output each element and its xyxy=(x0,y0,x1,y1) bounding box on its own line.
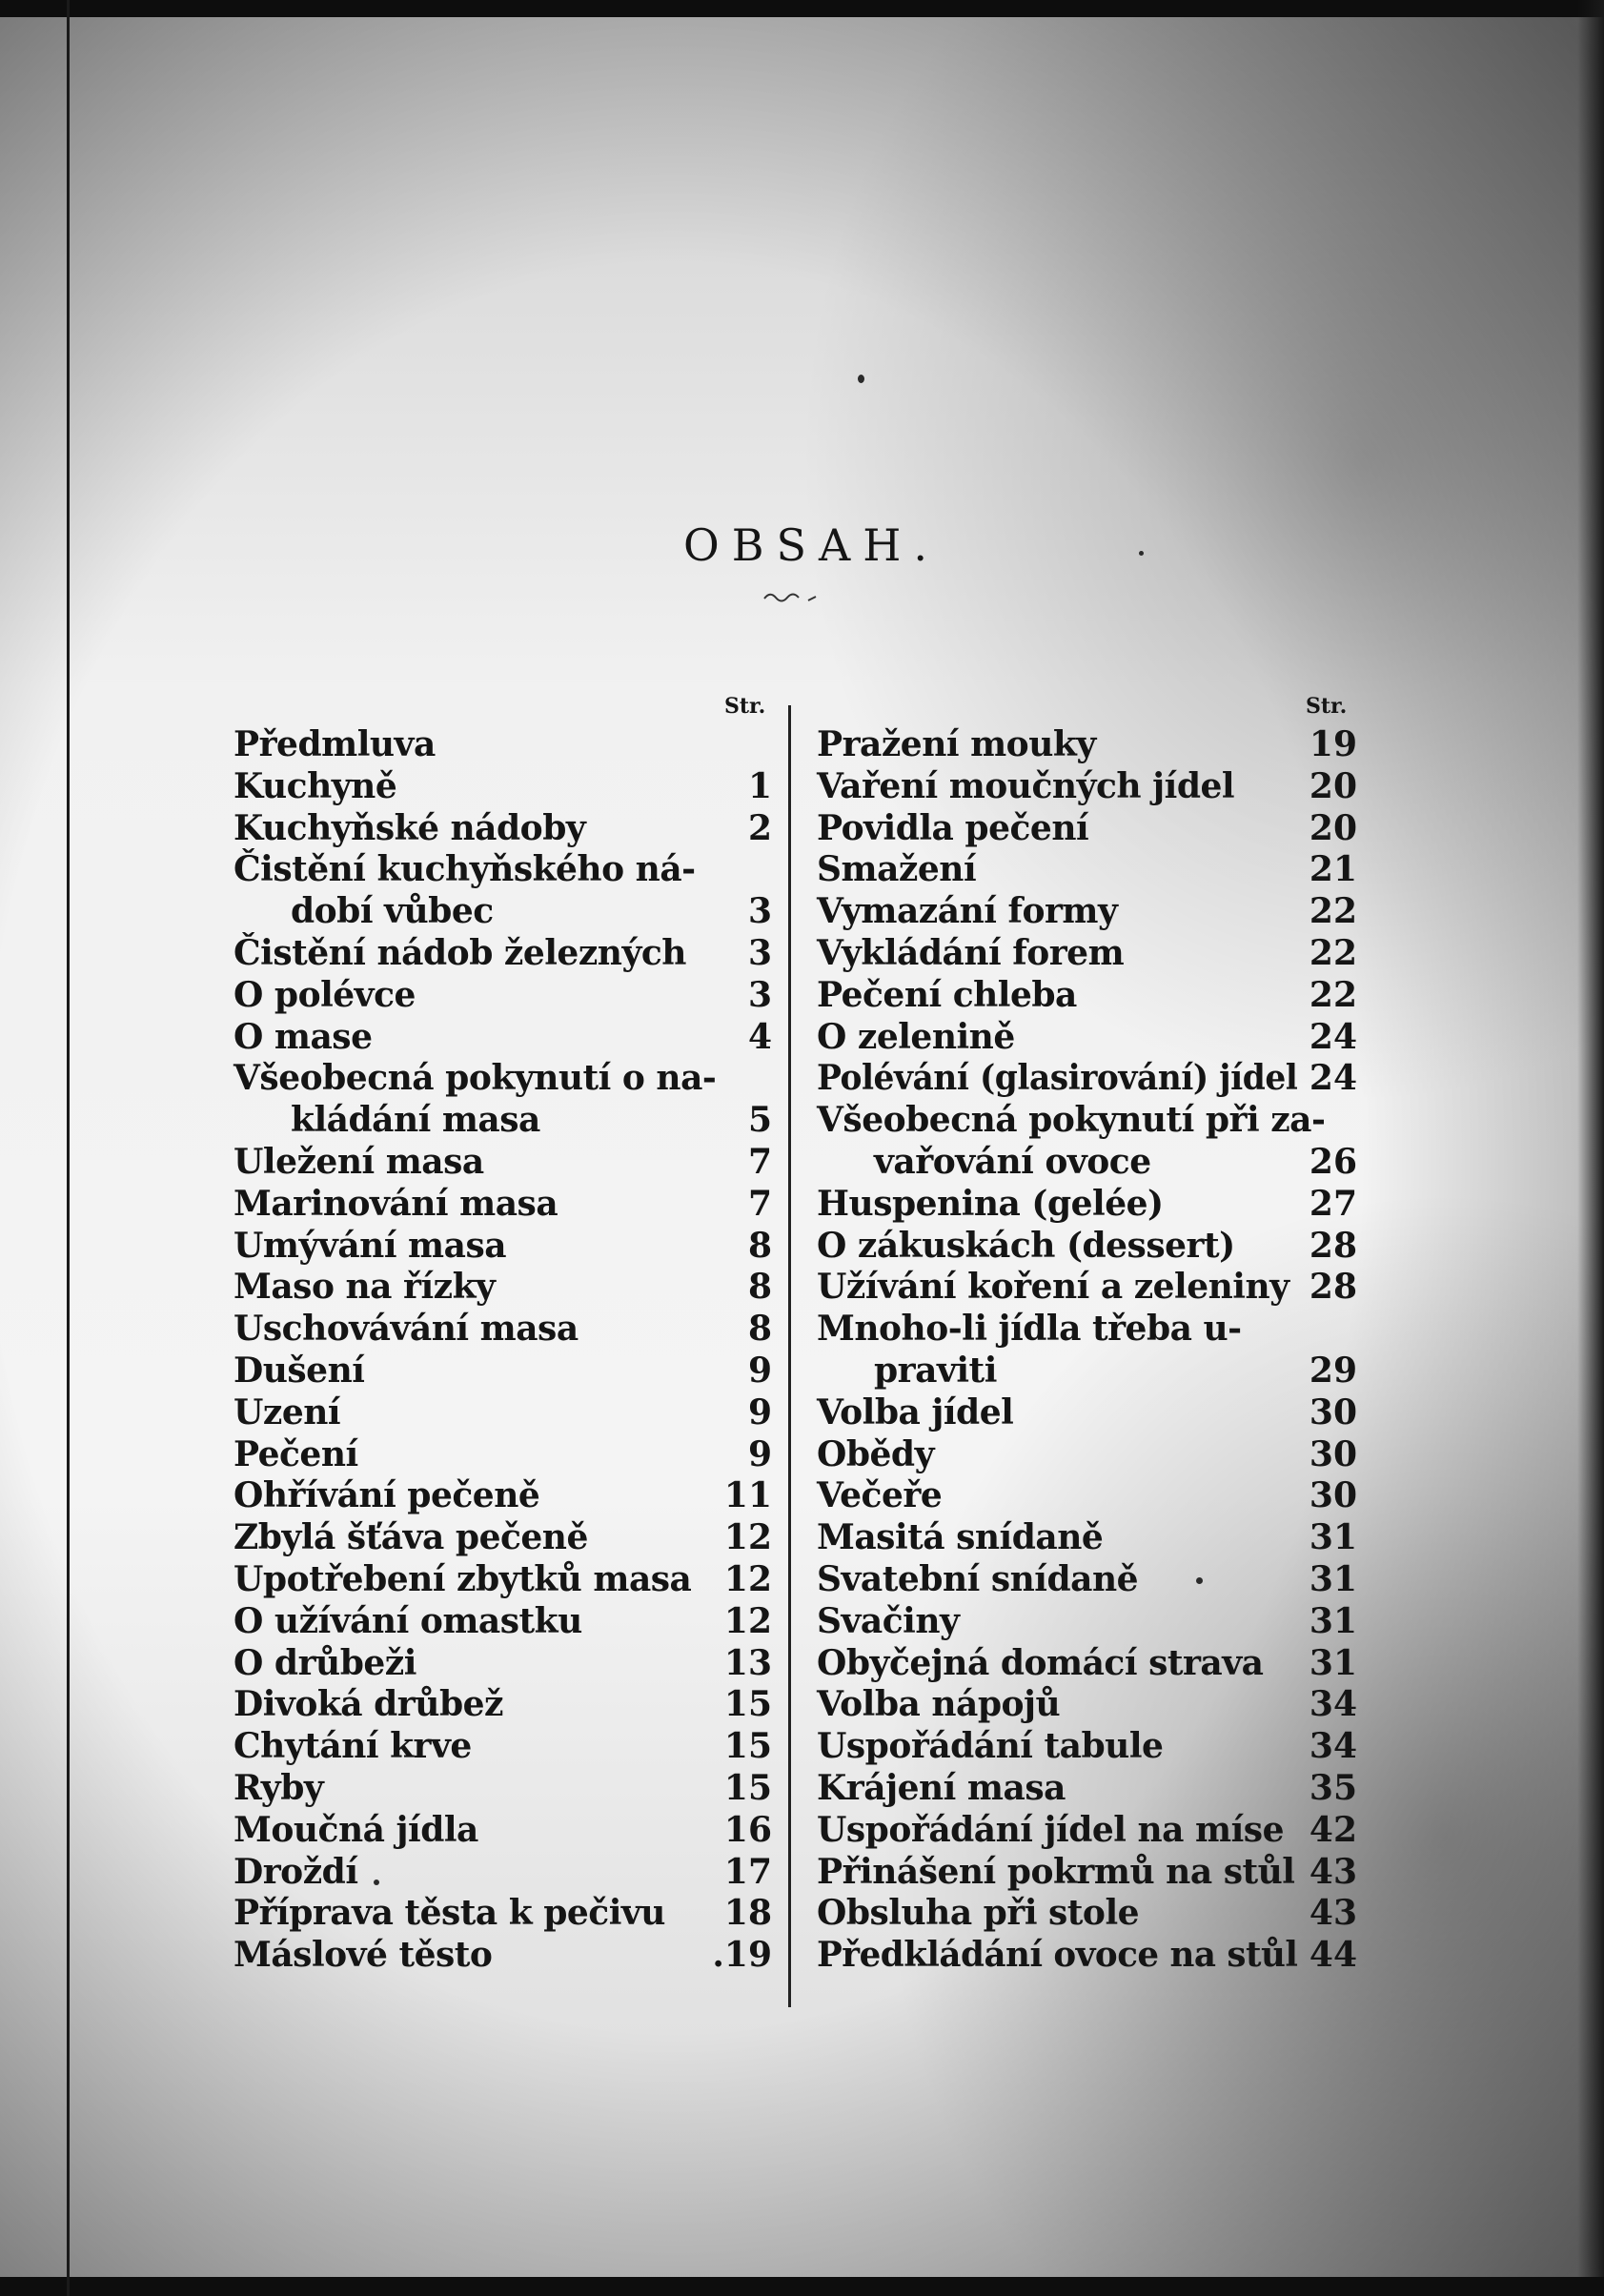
scan-top-border xyxy=(0,0,1604,17)
toc-entry xyxy=(817,724,1357,766)
toc-entry-title: Huspenina (gelée) xyxy=(817,1183,1164,1224)
toc-entry xyxy=(233,1517,772,1559)
toc-entry-page: 30 xyxy=(1309,1433,1357,1474)
toc-entry xyxy=(233,933,772,975)
toc-entry xyxy=(233,1768,772,1810)
toc-entry-title: Marinování masa xyxy=(233,1183,558,1224)
toc-entry-title: Volba jídel xyxy=(817,1392,1014,1432)
toc-entry xyxy=(233,1643,772,1685)
toc-entry-page: 4 xyxy=(747,1016,772,1057)
toc-entry-title: Chytání krve xyxy=(233,1726,472,1767)
toc-entry-title: Uspořádání jídel na míse xyxy=(817,1809,1284,1850)
toc-entry-title: Droždí xyxy=(233,1851,358,1892)
toc-entry-title: vařování ovoce xyxy=(874,1141,1151,1182)
toc-entry-page: 8 xyxy=(747,1267,772,1308)
toc-entry xyxy=(233,766,772,808)
toc-entry-page: 43 xyxy=(1309,1893,1357,1934)
toc-entry-page: 27 xyxy=(1309,1183,1357,1224)
toc-entry-title: Ryby xyxy=(233,1767,324,1808)
toc-entry-title: Všeobecná pokynutí při za- xyxy=(817,1100,1326,1141)
toc-entry-page: 24 xyxy=(1309,1058,1357,1099)
toc-entry-page: 16 xyxy=(723,1809,772,1850)
toc-entry-page: 20 xyxy=(1309,765,1357,806)
toc-entry-page: 31 xyxy=(1309,1558,1357,1599)
toc-entry-page: 29 xyxy=(1309,1350,1357,1391)
toc-entry-title: kládání masa xyxy=(291,1100,540,1141)
toc-entry-page: 9 xyxy=(747,1392,772,1432)
toc-entry-title: Upotřebení zbytků masa xyxy=(233,1558,692,1599)
toc-entry-title: Kuchyňské nádoby xyxy=(233,807,586,848)
toc-entry-title: Krájení masa xyxy=(817,1767,1066,1808)
toc-entry-page: 15 xyxy=(723,1726,772,1767)
toc-entry-page: 31 xyxy=(1309,1600,1357,1641)
toc-entry xyxy=(233,1351,772,1392)
toc-entry-page: 8 xyxy=(747,1309,772,1350)
toc-entry-page: 20 xyxy=(1309,807,1357,848)
toc-entry-page: 9 xyxy=(747,1350,772,1391)
scan-speck xyxy=(1196,1577,1203,1584)
toc-entry-title: Užívání koření a zeleniny xyxy=(817,1267,1289,1308)
scan-bottom-border xyxy=(0,2277,1604,2296)
toc-entry-title: Svačiny xyxy=(817,1600,960,1641)
toc-entry-title: Smažení xyxy=(817,849,977,890)
toc-entry-title: Uzení xyxy=(233,1392,341,1432)
toc-left-column xyxy=(233,724,772,1977)
toc-entry-page: 13 xyxy=(723,1642,772,1683)
toc-entry-page: 31 xyxy=(1309,1642,1357,1683)
toc-entry xyxy=(817,1434,1357,1476)
toc-entry xyxy=(817,1935,1357,1977)
toc-entry xyxy=(817,1684,1357,1726)
toc-entry-title: Všeobecná pokynutí o na- xyxy=(233,1058,717,1099)
toc-entry-title: Volba nápojů xyxy=(817,1684,1061,1725)
toc-entry-page: 34 xyxy=(1309,1726,1357,1767)
toc-entry-page: 17 xyxy=(723,1851,772,1892)
toc-entry-title: Dušení xyxy=(233,1350,365,1391)
toc-entry-page: 42 xyxy=(1309,1809,1357,1850)
toc-entry-page: 8 xyxy=(747,1225,772,1266)
toc-entry xyxy=(233,891,772,933)
toc-entry xyxy=(233,1852,772,1894)
toc-entry-page: 3 xyxy=(747,891,772,932)
toc-entry-page: 15 xyxy=(723,1684,772,1725)
toc-entry xyxy=(233,1434,772,1476)
toc-entry-title: Předkládání ovoce na stůl xyxy=(817,1935,1298,1976)
toc-entry xyxy=(233,1017,772,1059)
toc-entry xyxy=(233,1893,772,1935)
toc-entry-title: dobí vůbec xyxy=(291,891,494,932)
toc-entry xyxy=(817,1184,1357,1226)
toc-entry xyxy=(817,1852,1357,1894)
toc-entry-title: O mase xyxy=(233,1016,373,1057)
toc-entry-title: Ohřívání pečeně xyxy=(233,1475,540,1516)
toc-entry-title: Polévání (glasirování) jídel xyxy=(817,1058,1298,1099)
toc-entry-page: 2 xyxy=(747,807,772,848)
toc-entry xyxy=(817,1351,1357,1392)
toc-entry xyxy=(233,1392,772,1434)
toc-entry xyxy=(817,1309,1357,1351)
toc-entry xyxy=(817,1601,1357,1643)
toc-entry-page: 30 xyxy=(1309,1475,1357,1516)
toc-entry xyxy=(817,1810,1357,1852)
toc-entry-page: 3 xyxy=(747,974,772,1015)
toc-entry xyxy=(817,891,1357,933)
scan-speck xyxy=(858,375,864,383)
toc-entry xyxy=(817,1643,1357,1685)
toc-entry xyxy=(233,1601,772,1643)
toc-entry-page: 12 xyxy=(723,1517,772,1558)
toc-entry xyxy=(817,1559,1357,1601)
toc-entry-title: Předmluva xyxy=(233,724,436,764)
toc-entry-title: Čistění kuchyňského ná- xyxy=(233,849,696,890)
page-header-right: Str. xyxy=(1306,694,1348,719)
toc-entry-title: Divoká drůbež xyxy=(233,1684,503,1725)
toc-entry xyxy=(233,1058,772,1100)
toc-entry-title: O zákuskách (dessert) xyxy=(817,1225,1235,1266)
toc-entry-title: Příprava těsta k pečivu xyxy=(233,1893,665,1934)
toc-entry-title: Masitá snídaně xyxy=(817,1517,1104,1558)
toc-entry-title: Maso na řízky xyxy=(233,1267,496,1308)
toc-entry-title: Moučná jídla xyxy=(233,1809,478,1850)
toc-entry-page: 19 xyxy=(1309,724,1357,764)
toc-entry-page: 7 xyxy=(747,1183,772,1224)
toc-entry-page: 30 xyxy=(1309,1392,1357,1432)
toc-entry-title: Pečení xyxy=(233,1433,358,1474)
toc-entry-title: praviti xyxy=(874,1350,997,1391)
toc-entry-page: .19 xyxy=(712,1935,772,1976)
toc-entry xyxy=(233,1309,772,1351)
toc-entry xyxy=(817,975,1357,1017)
toc-entry-page: 15 xyxy=(723,1767,772,1808)
toc-entry-title: Pečení chleba xyxy=(817,974,1077,1015)
toc-entry xyxy=(817,1726,1357,1768)
toc-entry-title: O polévce xyxy=(233,974,416,1015)
column-divider xyxy=(788,705,791,2007)
page-header-left: Str. xyxy=(724,694,766,719)
toc-entry xyxy=(233,1810,772,1852)
toc-entry-title: Čistění nádob železných xyxy=(233,932,686,973)
toc-entry-page: 43 xyxy=(1309,1851,1357,1892)
toc-entry xyxy=(233,975,772,1017)
toc-entry xyxy=(233,724,772,766)
toc-entry-page: 7 xyxy=(747,1141,772,1182)
toc-entry xyxy=(233,1267,772,1309)
toc-entry-title: Vaření moučných jídel xyxy=(817,765,1235,806)
toc-entry xyxy=(817,1100,1357,1142)
toc-entry-page: 5 xyxy=(747,1100,772,1141)
toc-entry xyxy=(233,1226,772,1268)
toc-entry-title: Uležení masa xyxy=(233,1141,484,1182)
toc-entry-title: Povidla pečení xyxy=(817,807,1089,848)
toc-entry-title: O drůbeži xyxy=(233,1642,416,1683)
toc-entry-title: Zbylá šťáva pečeně xyxy=(233,1517,588,1558)
binding-edge-line xyxy=(67,0,70,2296)
toc-entry xyxy=(233,1559,772,1601)
toc-entry xyxy=(817,1517,1357,1559)
toc-entry-title: Obyčejná domácí strava xyxy=(817,1642,1264,1683)
toc-entry-page: 35 xyxy=(1309,1767,1357,1808)
toc-entry xyxy=(817,1768,1357,1810)
toc-entry xyxy=(817,1058,1357,1100)
toc-entry-page: 1 xyxy=(747,765,772,806)
toc-entry xyxy=(233,1684,772,1726)
toc-entry-title: O zelenině xyxy=(817,1016,1015,1057)
toc-entry-page: 9 xyxy=(747,1433,772,1474)
toc-entry-title: Svatební snídaně xyxy=(817,1558,1139,1599)
toc-entry xyxy=(233,1726,772,1768)
toc-entry-page: 31 xyxy=(1309,1517,1357,1558)
toc-entry-title: Obsluha při stole xyxy=(817,1893,1140,1934)
toc-entry-title: Pražení mouky xyxy=(817,724,1096,764)
toc-entry-title: Přinášení pokrmů na stůl xyxy=(817,1851,1295,1892)
toc-entry-page: 26 xyxy=(1309,1141,1357,1182)
toc-entry-page: 44 xyxy=(1309,1935,1357,1976)
toc-right-column xyxy=(817,724,1357,1977)
toc-entry xyxy=(817,1142,1357,1184)
toc-entry xyxy=(233,1142,772,1184)
toc-entry-title: Vykládání forem xyxy=(817,932,1125,973)
toc-entry-page: 22 xyxy=(1309,974,1357,1015)
toc-entry xyxy=(817,808,1357,850)
toc-entry xyxy=(817,1017,1357,1059)
toc-entry-title: Uschovávání masa xyxy=(233,1309,579,1350)
toc-entry-page: 28 xyxy=(1309,1225,1357,1266)
toc-entry xyxy=(817,1392,1357,1434)
toc-entry xyxy=(233,849,772,891)
toc-entry-title: Kuchyně xyxy=(233,765,397,806)
toc-entry-page: 12 xyxy=(723,1600,772,1641)
toc-entry xyxy=(817,766,1357,808)
toc-entry-title: Umývání masa xyxy=(233,1225,507,1266)
toc-entry-page: 24 xyxy=(1309,1016,1357,1057)
toc-entry-page: 28 xyxy=(1309,1267,1357,1308)
toc-entry-title: O užívání omastku xyxy=(233,1600,582,1641)
toc-entry xyxy=(817,1475,1357,1517)
toc-entry-title: Obědy xyxy=(817,1433,935,1474)
toc-entry-page: 12 xyxy=(723,1558,772,1599)
toc-entry xyxy=(233,1935,772,1977)
toc-entry xyxy=(817,849,1357,891)
toc-entry xyxy=(233,1100,772,1142)
toc-entry xyxy=(817,1893,1357,1935)
toc-entry-page: 3 xyxy=(747,932,772,973)
scan-right-shadow xyxy=(1577,0,1604,2296)
scan-speck xyxy=(1139,551,1144,556)
toc-entry-page: 22 xyxy=(1309,891,1357,932)
toc-entry xyxy=(817,1267,1357,1309)
scan-speck xyxy=(374,1879,379,1885)
toc-entry-page: 21 xyxy=(1309,849,1357,890)
toc-entry-title: Mnoho-li jídla třeba u- xyxy=(817,1309,1242,1350)
title-ornament xyxy=(762,589,820,604)
toc-entry-title: Uspořádání tabule xyxy=(817,1726,1164,1767)
toc-entry xyxy=(233,808,772,850)
page-title: OBSAH. xyxy=(683,519,940,571)
toc-entry-page: 22 xyxy=(1309,932,1357,973)
toc-entry-title: Vymazání formy xyxy=(817,891,1118,932)
toc-entry-title: Večeře xyxy=(817,1475,943,1516)
toc-entry xyxy=(233,1475,772,1517)
toc-entry-title: Máslové těsto xyxy=(233,1935,493,1976)
toc-entry-page: 34 xyxy=(1309,1684,1357,1725)
toc-entry xyxy=(817,1226,1357,1268)
toc-entry-page: 18 xyxy=(723,1893,772,1934)
toc-entry-page: 11 xyxy=(723,1475,772,1516)
toc-entry xyxy=(233,1184,772,1226)
toc-entry xyxy=(817,933,1357,975)
